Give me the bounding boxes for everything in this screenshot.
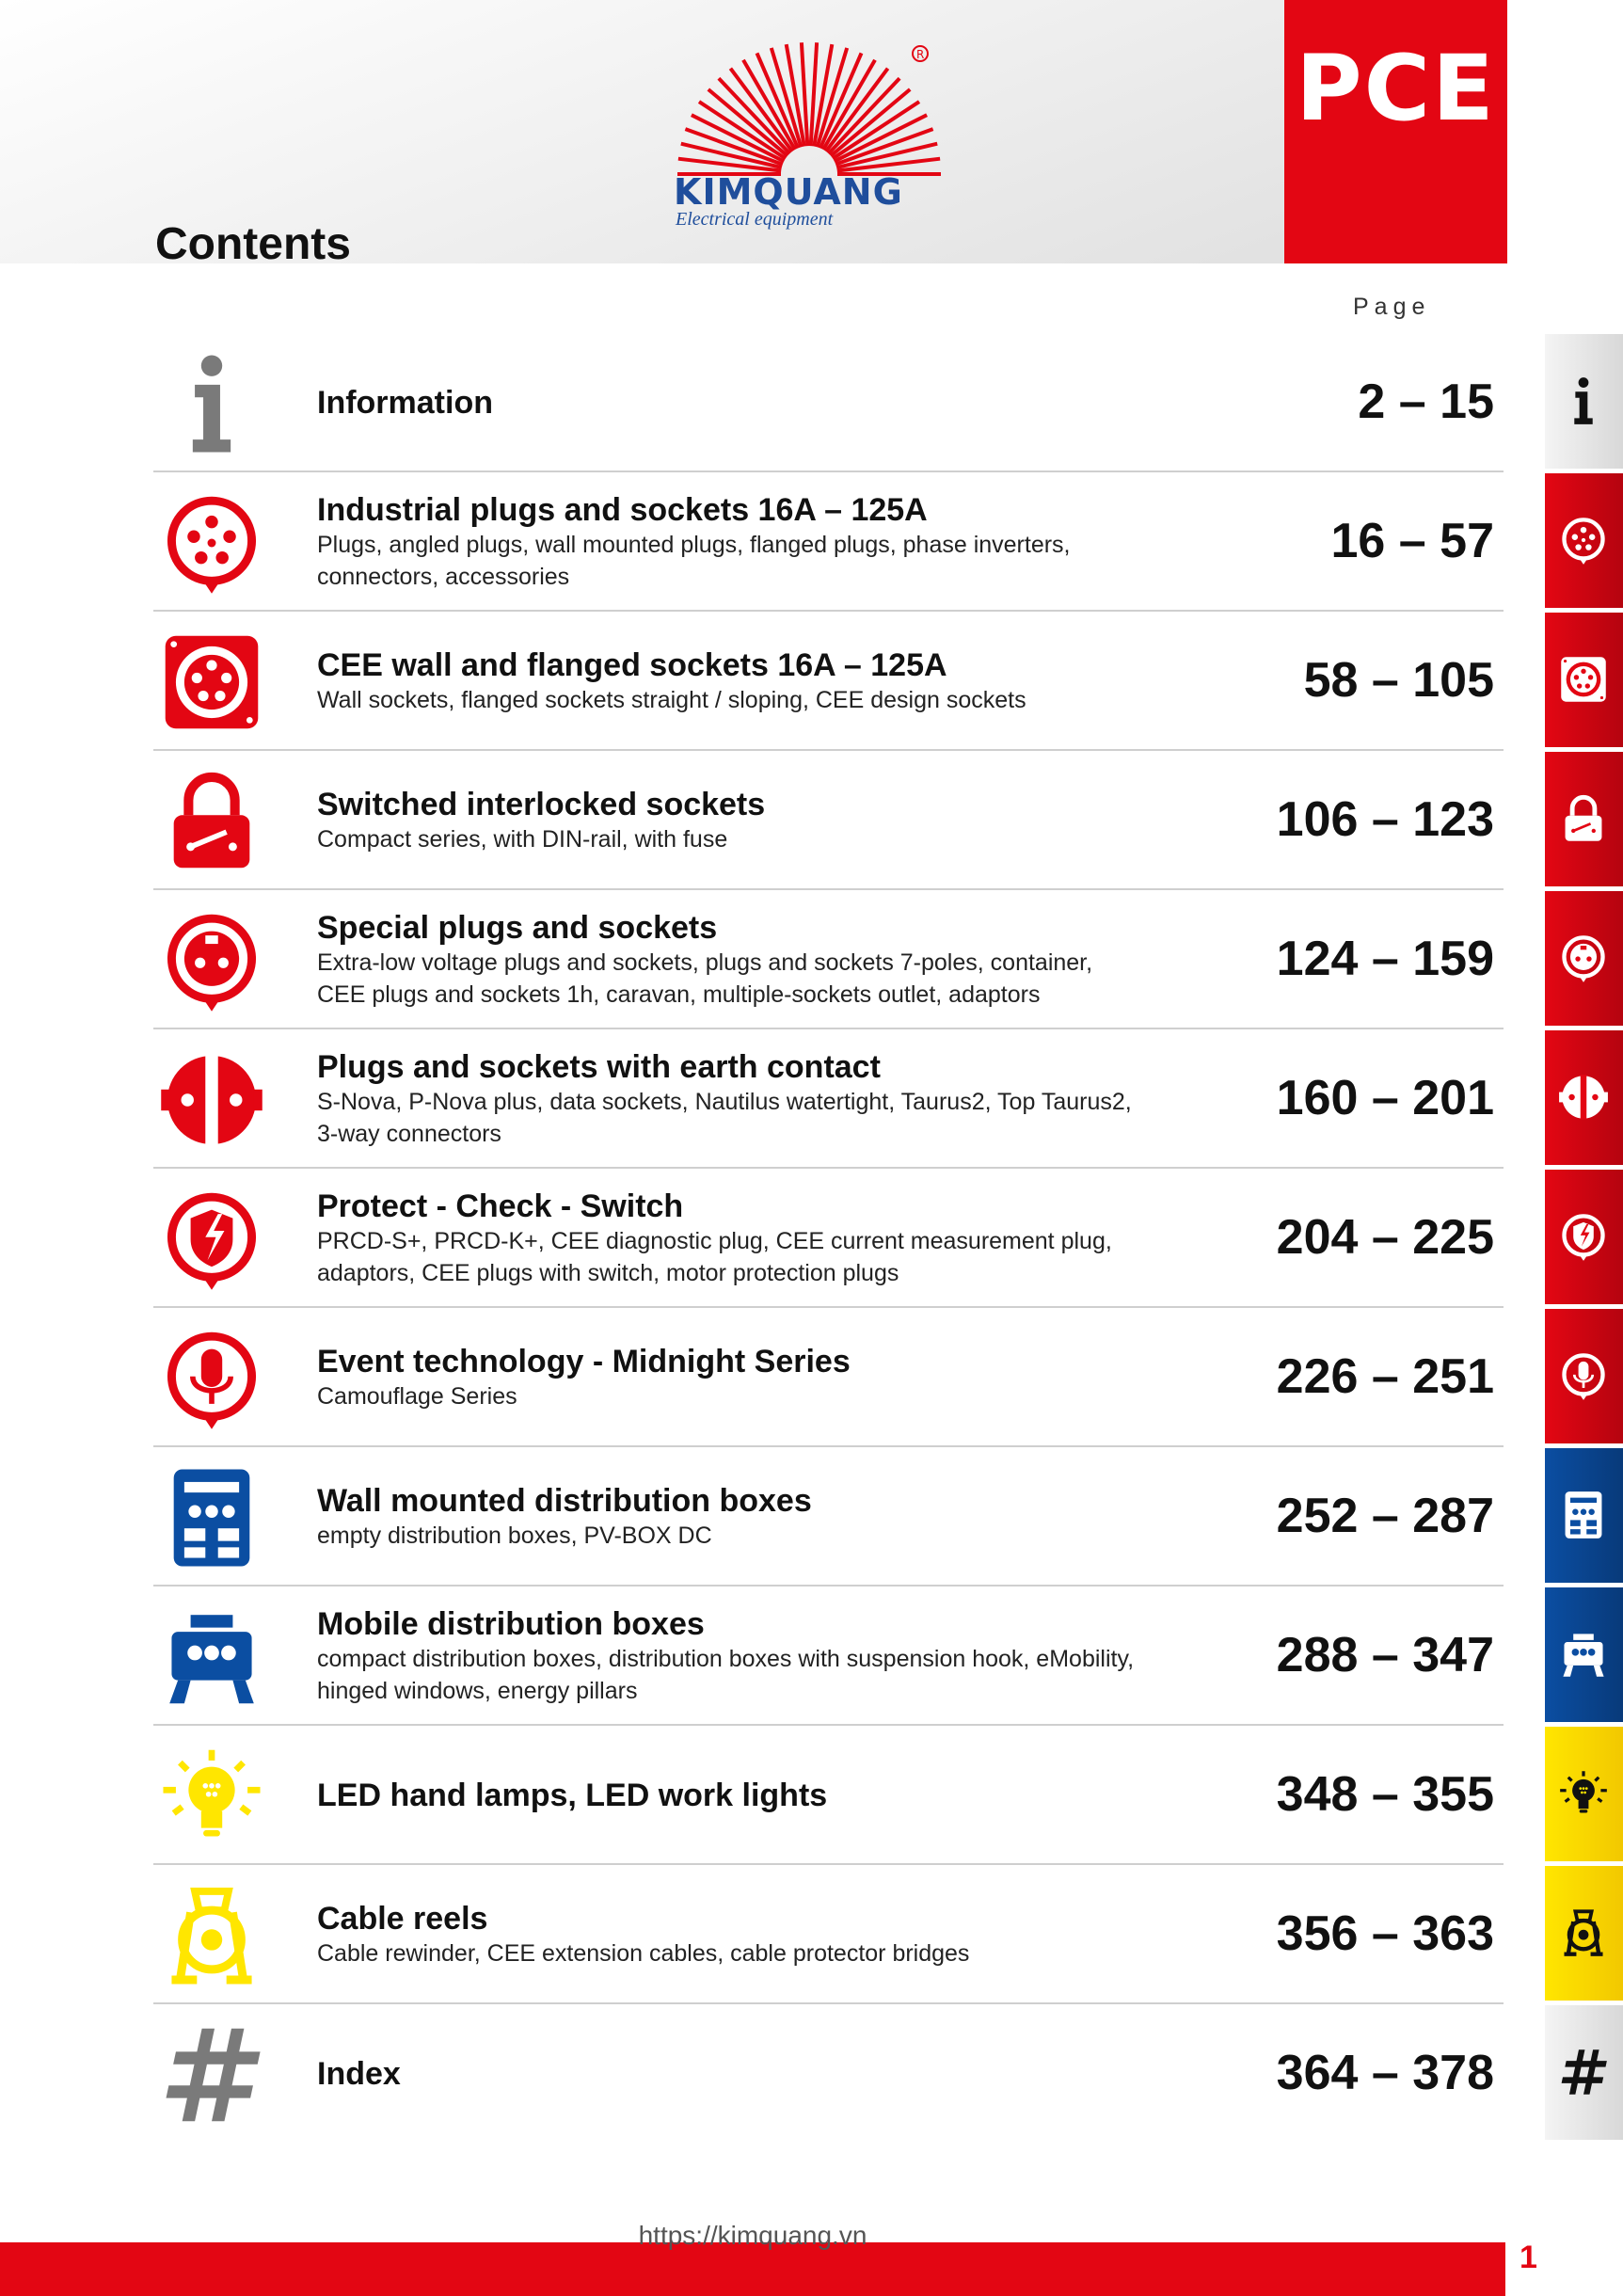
toc-description: Cable rewinder, CEE extension cables, cable protector bridges (317, 1939, 970, 1967)
toc-description: empty distribution boxes, PV-BOX DC (317, 1522, 712, 1549)
toc-row[interactable] (153, 1448, 1504, 1586)
toc-page-range: 288 – 347 (1276, 1628, 1494, 1682)
section-tab[interactable] (1545, 1587, 1623, 1722)
toc-title: Information (317, 384, 493, 421)
toc-title: LED hand lamps, LED work lights (317, 1777, 828, 1813)
toc-description: compact distribution boxes, distribution boxes with suspension hook, eMobility, hinged windows, energy pillars (317, 1645, 1135, 1704)
section-tab[interactable] (1545, 1170, 1623, 1304)
toc-description: Wall sockets, flanged sockets straight / sloping, CEE design sockets (317, 686, 1026, 713)
special-socket-icon (159, 908, 264, 1013)
toc-title: Protect - Check - Switch (317, 1188, 684, 1224)
toc-page-range: 356 – 363 (1276, 1906, 1494, 1961)
toc-title: Event technology - Midnight Series (317, 1343, 851, 1379)
tab-padlock-switch-icon (1558, 793, 1609, 844)
section-tab[interactable] (1545, 1727, 1623, 1861)
tab-wall-box-icon (1558, 1490, 1609, 1540)
toc-text (317, 2005, 1305, 2142)
toc-description: Compact series, with DIN-rail, with fuse (317, 825, 728, 853)
toc-text (317, 613, 1305, 749)
shield-lightning-icon (159, 1187, 264, 1292)
toc-page-range: 160 – 201 (1276, 1071, 1494, 1125)
tab-microphone-icon (1558, 1350, 1609, 1401)
tab-mobile-box-icon (1558, 1629, 1609, 1680)
toc-title: Wall mounted distribution boxes (317, 1482, 812, 1519)
section-tab[interactable] (1545, 752, 1623, 886)
section-tab[interactable] (1545, 1309, 1623, 1443)
tab-lightbulb-icon (1558, 1768, 1609, 1819)
industrial-plug-icon (159, 490, 264, 596)
wall-box-icon (159, 1465, 264, 1571)
tab-hash-icon (1558, 2047, 1609, 2097)
toc-text (317, 1170, 1305, 1306)
section-tab[interactable] (1545, 2005, 1623, 2140)
tab-schuko-plug-icon (1558, 1072, 1609, 1123)
row-divider (153, 1445, 1504, 1447)
row-divider (153, 1585, 1504, 1586)
microphone-icon (159, 1326, 264, 1431)
toc-text (317, 1587, 1305, 1724)
toc-text (317, 1727, 1305, 1863)
toc-page-range: 204 – 225 (1276, 1210, 1494, 1265)
info-icon (159, 351, 264, 456)
cee-socket-icon (159, 630, 264, 735)
section-tab[interactable] (1545, 334, 1623, 469)
tab-shield-lightning-icon (1558, 1211, 1609, 1262)
row-divider (153, 2002, 1504, 2004)
tab-special-socket-icon (1558, 933, 1609, 983)
toc-description: S-Nova, P-Nova plus, data sockets, Nautilus watertight, Taurus2, Top Taurus2, 3-way connectors (317, 1088, 1132, 1147)
toc-description: PRCD-S+, PRCD-K+, CEE diagnostic plug, CEE current measurement plug, adaptors, CEE plugs with switch, motor protection plugs (317, 1227, 1112, 1286)
cable-reel-icon (159, 1883, 264, 1988)
toc-row[interactable] (153, 1309, 1504, 1447)
toc-text (317, 1030, 1305, 1167)
toc-page-range: 2 – 15 (1358, 375, 1494, 429)
section-tab[interactable] (1545, 473, 1623, 608)
tab-industrial-plug-icon (1558, 515, 1609, 566)
toc-row[interactable] (153, 1727, 1504, 1865)
toc-row[interactable] (153, 752, 1504, 890)
section-tab[interactable] (1545, 613, 1623, 747)
logo-name: KIMQUANG (674, 171, 903, 213)
toc-row[interactable] (153, 334, 1504, 472)
toc-text (317, 1866, 1305, 2002)
svg-text:R: R (916, 48, 925, 61)
hash-icon (159, 2022, 264, 2128)
toc-row[interactable] (153, 1170, 1504, 1308)
toc-title: Plugs and sockets with earth contact (317, 1048, 881, 1085)
tab-cable-reel-icon (1558, 1907, 1609, 1958)
toc-text (317, 1448, 1305, 1585)
section-tab[interactable] (1545, 1866, 1623, 2001)
toc-row[interactable] (153, 613, 1504, 751)
toc-page-range: 348 – 355 (1276, 1767, 1494, 1822)
toc-page-range: 58 – 105 (1303, 653, 1494, 708)
section-tab[interactable] (1545, 1448, 1623, 1583)
row-divider (153, 749, 1504, 751)
page-title: Contents (155, 219, 351, 269)
toc-title: Index (317, 2055, 401, 2092)
row-divider (153, 1724, 1504, 1726)
mobile-box-icon (159, 1604, 264, 1710)
section-tab[interactable] (1545, 1030, 1623, 1165)
toc-row[interactable] (153, 2005, 1504, 2144)
toc-text (317, 752, 1305, 888)
toc-description: Extra-low voltage plugs and sockets, plugs and sockets 7-poles, container, CEE plugs and sockets 1h, caravan, multiple-sockets outlet, adaptors (317, 949, 1093, 1008)
toc-description: Camouflage Series (317, 1382, 517, 1410)
logo-tagline: Electrical equipment (676, 209, 834, 230)
toc-text (317, 473, 1305, 610)
brand-logo-text: PCE (1296, 36, 1496, 141)
toc-row[interactable] (153, 1587, 1504, 1726)
toc-row[interactable] (153, 1030, 1504, 1169)
toc-page-range: 226 – 251 (1276, 1349, 1494, 1404)
toc-text (317, 1309, 1305, 1445)
toc-page-range: 252 – 287 (1276, 1489, 1494, 1543)
page-number: 1 (1520, 2240, 1537, 2275)
toc-page-range: 16 – 57 (1330, 514, 1494, 568)
toc-row[interactable] (153, 473, 1504, 612)
row-divider (153, 1306, 1504, 1308)
toc-title: Cable reels (317, 1900, 488, 1937)
row-divider (153, 470, 1504, 472)
toc-row[interactable] (153, 1866, 1504, 2004)
tab-info-icon (1558, 375, 1609, 426)
schuko-plug-icon (159, 1047, 264, 1153)
row-divider (153, 1863, 1504, 1865)
toc-description: Plugs, angled plugs, wall mounted plugs, flanged plugs, phase inverters, connectors, accessories (317, 531, 1071, 590)
toc-title: Mobile distribution boxes (317, 1605, 705, 1642)
toc-title: CEE wall and flanged sockets 16A – 125A (317, 646, 947, 683)
row-divider (153, 1028, 1504, 1029)
row-divider (153, 888, 1504, 890)
toc-text (317, 891, 1305, 1028)
toc-page-range: 124 – 159 (1276, 932, 1494, 986)
row-divider (153, 1167, 1504, 1169)
toc-title: Switched interlocked sockets (317, 786, 766, 822)
toc-row[interactable] (153, 891, 1504, 1029)
footer-url[interactable]: https://kimquang.vn (638, 2221, 867, 2250)
lightbulb-icon (159, 1744, 264, 1849)
row-divider (153, 610, 1504, 612)
page-column-label: Page (1353, 294, 1431, 320)
padlock-switch-icon (159, 769, 264, 874)
toc-page-range: 364 – 378 (1276, 2046, 1494, 2100)
toc-page-range: 106 – 123 (1276, 792, 1494, 847)
toc-title: Special plugs and sockets (317, 909, 718, 946)
toc-title: Industrial plugs and sockets 16A – 125A (317, 491, 928, 528)
toc-text (317, 334, 1305, 470)
section-tab[interactable] (1545, 891, 1623, 1026)
tab-cee-socket-icon (1558, 654, 1609, 705)
